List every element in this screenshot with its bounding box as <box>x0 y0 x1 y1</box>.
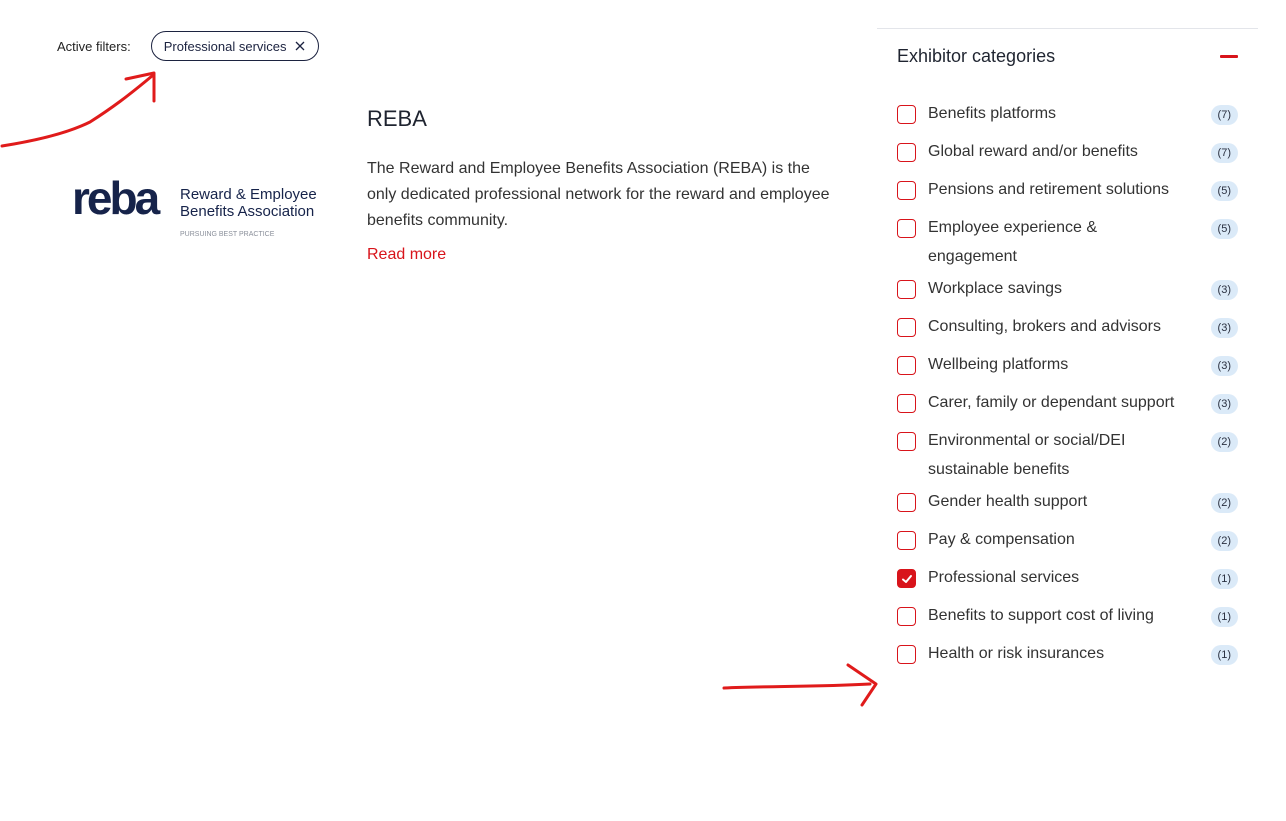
category-count-badge: (7) <box>1211 143 1238 163</box>
active-filters-bar <box>57 29 319 63</box>
category-checkbox[interactable] <box>897 318 916 337</box>
reba-logo[interactable] <box>72 178 332 242</box>
minus-icon[interactable] <box>1220 55 1238 58</box>
category-count-badge: (1) <box>1211 569 1238 589</box>
category-count-badge: (3) <box>1211 356 1238 376</box>
category-label: Benefits platforms <box>928 105 1057 122</box>
category-label: Gender health support <box>928 493 1088 510</box>
category-item[interactable] <box>897 275 1238 313</box>
active-filter-chip-professional-services[interactable] <box>151 31 319 61</box>
divider <box>877 28 1258 29</box>
category-label: Pensions and retirement solutions <box>928 181 1170 198</box>
category-count-badge: (5) <box>1211 181 1238 201</box>
category-label: Benefits to support cost of living <box>928 607 1154 624</box>
category-checkbox[interactable] <box>897 607 916 626</box>
category-label: Wellbeing platforms <box>928 356 1069 373</box>
annotation-arrow-filter <box>2 76 152 146</box>
category-item[interactable] <box>897 138 1238 176</box>
close-icon[interactable] <box>294 40 306 52</box>
active-filter-chip-label: Professional services <box>163 38 287 54</box>
category-item[interactable] <box>897 602 1238 640</box>
category-checkbox[interactable] <box>897 645 916 664</box>
category-checkbox[interactable] <box>897 432 916 451</box>
category-item[interactable] <box>897 526 1238 564</box>
category-count-badge: (3) <box>1211 318 1238 338</box>
category-count-badge: (5) <box>1211 219 1238 239</box>
category-label: Health or risk insurances <box>928 645 1105 662</box>
panel-title: Exhibitor categories <box>897 45 1056 66</box>
logo-line-2: Benefits Association <box>180 203 315 220</box>
category-checkbox[interactable] <box>897 181 916 200</box>
category-label: Environmental or social/DEI sustainable benefits <box>928 432 1126 478</box>
annotation-arrow-checkbox <box>724 684 870 688</box>
logo-line-1: Reward & Employee <box>180 186 317 203</box>
exhibitor-categories-panel <box>877 0 1258 821</box>
category-item[interactable] <box>897 313 1238 351</box>
category-checkbox[interactable] <box>897 356 916 375</box>
category-label: Global reward and/or benefits <box>928 143 1138 160</box>
category-count-badge: (3) <box>1211 280 1238 300</box>
checkmark-icon <box>901 573 913 585</box>
exhibitor-title: REBA <box>367 106 427 131</box>
category-count-badge: (1) <box>1211 645 1238 665</box>
category-count-badge: (7) <box>1211 105 1238 125</box>
category-item[interactable] <box>897 100 1238 138</box>
category-item[interactable] <box>897 640 1238 678</box>
category-count-badge: (2) <box>1211 531 1238 551</box>
read-more-link[interactable]: Read more <box>367 246 447 263</box>
category-label: Carer, family or dependant support <box>928 394 1175 411</box>
category-checkbox[interactable] <box>897 493 916 512</box>
category-checkbox[interactable] <box>897 394 916 413</box>
category-list <box>897 100 1238 678</box>
category-checkbox[interactable] <box>897 569 916 588</box>
logo-tagline: PURSUING BEST PRACTICE <box>180 231 275 238</box>
category-item[interactable] <box>897 351 1238 389</box>
category-item[interactable] <box>897 427 1238 488</box>
category-item[interactable] <box>897 488 1238 526</box>
category-count-badge: (2) <box>1211 493 1238 513</box>
category-label: Workplace savings <box>928 280 1062 297</box>
category-count-badge: (1) <box>1211 607 1238 627</box>
category-label: Consulting, brokers and advisors <box>928 318 1162 335</box>
exhibitor-categories-header[interactable] <box>897 40 1238 72</box>
category-item[interactable] <box>897 214 1238 275</box>
category-checkbox[interactable] <box>897 531 916 550</box>
exhibitor-description: The Reward and Employee Benefits Association (REBA) is the only dedicated professional network for the reward and employee benefits community. <box>367 160 830 229</box>
category-count-badge: (3) <box>1211 394 1238 414</box>
category-item[interactable] <box>897 389 1238 427</box>
category-checkbox[interactable] <box>897 219 916 238</box>
category-item[interactable] <box>897 176 1238 214</box>
category-item[interactable] <box>897 564 1238 602</box>
category-label: Professional services <box>928 569 1080 586</box>
category-checkbox[interactable] <box>897 105 916 124</box>
category-count-badge: (2) <box>1211 432 1238 452</box>
category-checkbox[interactable] <box>897 280 916 299</box>
category-label: Pay & compensation <box>928 531 1075 548</box>
category-checkbox[interactable] <box>897 143 916 162</box>
active-filters-label: Active filters: <box>57 38 131 54</box>
category-label: Employee experience & engagement <box>928 219 1097 265</box>
logo-wordmark: reba <box>72 178 158 224</box>
